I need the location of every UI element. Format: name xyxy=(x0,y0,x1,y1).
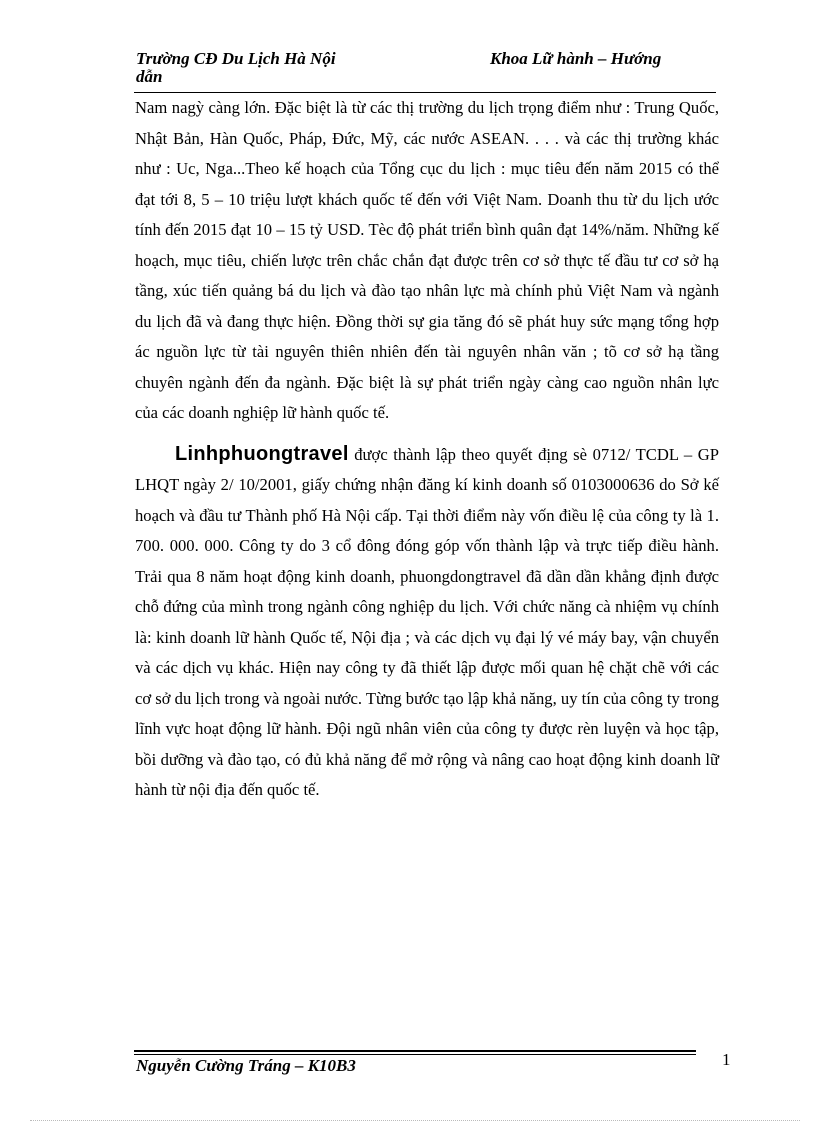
footer-author: Nguyễn Cường Tráng – K10B3 xyxy=(136,1056,356,1075)
page-number: 1 xyxy=(722,1050,731,1069)
company-intro-text: được thành lập theo quyết địng sè 0712/ TCDL – GP LHQT ngày 2/ 10/2001, giấy chứng nhận đăng kí kinh doanh số 0103000636 do Sở kế hoạch và đầu tư Thành phố Hà Nội cấp. Tại thời điểm này vốn điều lệ của công ty là 1. 700. 000. 000. Công ty do 3 cổ đông đóng góp vốn thành lập và trực tiếp điều hành. Trải qua 8 năm hoạt động kinh doanh, phuongdongtravel đã dần dần khẳng định được chỗ đứng của mình trong ngành công nghiệp du lịch. Với chức năng cà nhiệm vụ chính là: kinh doanh lữ hành Quốc tế, Nội địa ; và các dịch vụ đại lý vé máy bay, vận chuyển và các dịch vụ khác. Hiện nay công ty đã thiết lập được mối quan hệ chặt chẽ với các cơ sở du lịch trong và ngoài nước. Từng bước tạo lập khả năng, uy tín của công ty trong lĩnh vực hoạt động lữ hành. Đội ngũ nhân viên của công ty được rèn luyện và học tập, bồi dưỡng và đào tạo, có đủ khả năng để mở rộng và nâng cao hoạt động kinh doanh lữ hành từ nội địa đến quốc tế. xyxy=(135,444,719,799)
paragraph-company-intro xyxy=(135,439,719,806)
footer-divider xyxy=(134,1050,696,1052)
page-bottom-edge xyxy=(30,1120,800,1121)
department-continuation: dẫn xyxy=(136,67,163,86)
company-name: Linhphuongtravel xyxy=(175,442,349,465)
department-name: Khoa Lữ hành – Hướng xyxy=(490,49,662,68)
paragraph-tourism-markets: Nam nagỳ càng lớn. Đặc biệt là từ các thị trường du lịch trọng điểm như : Trung Quốc, Nhật Bản, Hàn Quốc, Pháp, Đức, Mỹ, các nước ASEAN. . . . và các thị trường khác như : Uc, Nga...Theo kế hoạch của Tổng cục du lịch : mục tiêu đến năm 2015 có thể đạt tới 8, 5 – 10 triệu lượt khách quốc tế đến với Việt Nam. Doanh thu từ du lịch ước tính đến 2015 đạt 10 – 15 tỷ USD. Tèc độ phát triển bình quân đạt 14%/năm. Những kế hoạch, mục tiêu, chiến lược trên chắc chắn đạt được trên cơ sở thực tế đầu tư cơ sở hạ tầng, xúc tiến quảng bá du lịch và đào tạo nhân lực mà chính phủ Việt Nam và ngành du lịch đã và đang thực hiện. Đồng thời sự gia tăng đó sẽ phát huy sức mạng tổng hợp ác nguồn lực từ tài nguyên thiên nhiên đến tài nguyên nhân văn ; tõ cơ sở hạ tầng chuyên ngành đến đa ngành. Đặc biệt là sự phát triển ngày càng cao nguồn nhân lực của các doanh nghiệp lữ hành quốc tế. xyxy=(135,98,719,422)
school-name-text: Trường CĐ Du Lịch Hà Nội xyxy=(136,49,336,68)
page-header xyxy=(136,50,716,92)
document-body xyxy=(135,93,719,806)
footer-divider-thin xyxy=(134,1054,696,1055)
school-name xyxy=(136,50,376,86)
